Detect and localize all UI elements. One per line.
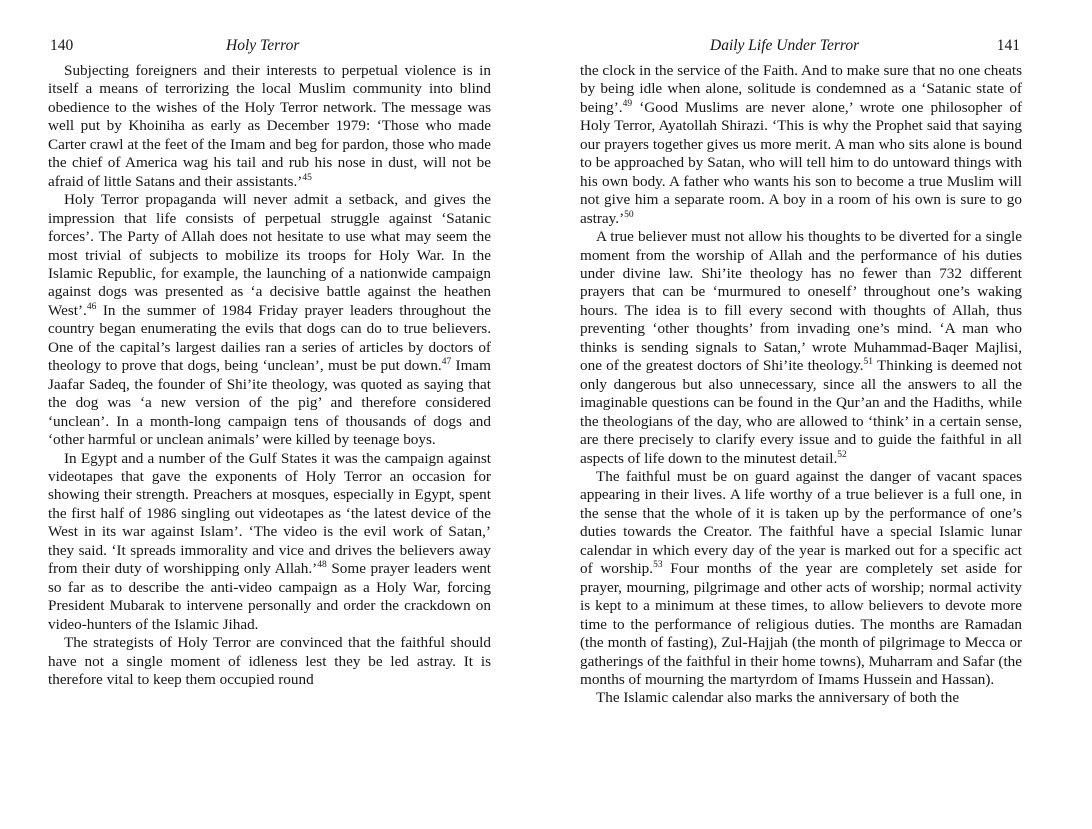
right-page-body — [580, 62, 1022, 708]
left-page-header — [48, 34, 491, 58]
text-run: A true believer must not allow his thoughts to be diverted for a single moment from the worship of Allah and the performance of his duties under divine law. Shi’ite theology has no fewer than 732 different prayers that can be ‘murmured to oneself’ throughout one’s waking hours. The idea is to fill every second with thoughts of Allah, thus preventing ‘other thoughts’ from invading one’s mind. ‘A man who thinks is sending signals to Satan,’ wrote Muhammad-Baqer Majlisi, one of the greatest doctors of Shi’ite theology. — [580, 228, 1022, 375]
running-title: Holy Terror — [226, 37, 300, 54]
footnote-marker: 50 — [624, 209, 634, 220]
text-run: the clock in the service of the Faith. And to make sure that no one cheats by being idle when alone, solitude is condemned as a ‘Satanic state of being’. — [580, 62, 1022, 116]
text-run: Some prayer leaders went so far as to describe the anti-video campaign as a Holy War, forcing President Mubarak to intervene personally and order the crackdown on video-hunters of the Islamic Jihad. — [48, 560, 492, 633]
paragraph-continued — [580, 62, 1022, 228]
footnote-marker: 51 — [863, 357, 874, 368]
right-page-header — [580, 34, 1022, 58]
paragraph — [48, 450, 491, 635]
footnote-marker: 49 — [622, 98, 633, 109]
text-run: In the summer of 1984 Friday prayer leaders throughout the country began enumerating the evils that dogs can do to true believers. One of the capital’s largest dailies ran a series of articles by doctors of theology to prove that dogs, being ‘unclean’, must be put down. — [48, 301, 491, 375]
text-run: Imam Jaafar Sadeq, the founder of Shi’ite theology, was quoted as saying that the dog was ‘a new version of the pig’ and therefore considered ‘unclean’. In a month-long campaign tens of thousands of dogs and ‘other harmful or unclean animals’ were killed by teenage boys. — [48, 357, 491, 449]
paragraph — [48, 191, 491, 449]
paragraph — [580, 468, 1022, 689]
text-run: ‘Good Muslims are never alone,’ wrote one philosopher of Holy Terror, Ayatollah Shirazi. ‘This is why the Prophet said that saying our prayers together gives us more merit. A man who sits alone is bound to be approached by Satan, who will tell him to do untoward things with his own body. A father who wants his son to become a true Muslim will not give him a separate room. A boy in a room of his own is sure to go astray.’ — [580, 98, 1022, 227]
text-run: Thinking is deemed not only dangerous but also unnecessary, since all the answers to all the imaginable questions can be found in the Qur’an and the Hadiths, while the theologians of the day, who are allowed to ‘think’ in a certain sense, are there precisely to clarify every issue and to guide the faithful in all aspects of life down to the minutest detail. — [580, 357, 1022, 467]
text-run: The faithful must be on guard against the danger of vacant spaces appearing in their lives. A life worthy of a true believer is a full one, in the sense that the whole of it is taken up by the performance of one’s duties towards the Creator. The faithful have a special Islamic lunar calendar in which every day of the year is marked out for a specific act of worship. — [580, 467, 1022, 578]
footnote-marker: 53 — [653, 560, 663, 571]
text-run: The strategists of Holy Terror are convinced that the faithful should have not a single moment of idleness lest they be led astray. It is therefore vital to keep them occupied round — [48, 634, 491, 688]
running-title: Daily Life Under Terror — [710, 37, 860, 54]
text-run: The Islamic calendar also marks the anniversary of both the — [596, 689, 960, 707]
footnote-marker: 47 — [441, 357, 452, 368]
page-number: 141 — [996, 37, 1020, 54]
left-page-body — [48, 62, 491, 689]
footnote-marker: 52 — [837, 449, 847, 460]
text-run: Subjecting foreigners and their interests to perpetual violence is in itself a means of terrorizing the local Muslim community into blind obedience to the wishes of the Holy Terror network. The message was well put by Khoiniha as early as December 1979: ‘Those who made Carter crawl at the feet of the Imam and beg for pardon, those who made the chief of America wag his tail and rub his nose in dust, will not be afraid of little Satans and their assistants.’ — [48, 62, 491, 190]
paragraph — [48, 634, 491, 689]
text-run: Holy Terror propaganda will never admit a setback, and gives the impression that life consists of perpetual struggle against ‘Satanic forces’. The Party of Allah does not hesitate to use what may seem the most trivial of subjects to mobilize its troops for Holy War. In the Islamic Republic, for example, the launching of a nationwide campaign against dogs was presented as ‘a decisive battle against the heathen West’. — [48, 191, 491, 319]
text-run: In Egypt and a number of the Gulf States it was the campaign against videotapes that gave the exponents of Holy Terror an occasion for showing their strength. Preachers at mosques, especially in Egypt, spent the first half of 1986 singling out videotapes as ‘the latest device of the West in its war against Islam’. ‘The video is the evil work of Satan,’ they said. ‘It spreads immorality and vice and drives the believers away from their duty of worshipping only Allah.’ — [48, 449, 491, 578]
paragraph — [48, 62, 491, 191]
page-number: 140 — [50, 37, 74, 54]
footnote-marker: 46 — [86, 301, 97, 312]
text-run: Four months of the year are completely set aside for prayer, mourning, pilgrimage and other acts of worship; normal activity is kept to a minimum at these times, to allow believers to devote more time to the performance of religious duties. The months are Ramadan (the month of fasting), Zul-Hajjah (the month of pilgrimage to Mecca or gatherings of the faithful in their home towns), Muharram and Safar (the months of mourning the martyrdom of Imams Hussein and Hassan). — [580, 560, 1022, 688]
paragraph — [580, 228, 1022, 468]
footnote-marker: 45 — [302, 172, 312, 183]
footnote-marker: 48 — [317, 560, 327, 571]
paragraph — [580, 689, 1022, 707]
